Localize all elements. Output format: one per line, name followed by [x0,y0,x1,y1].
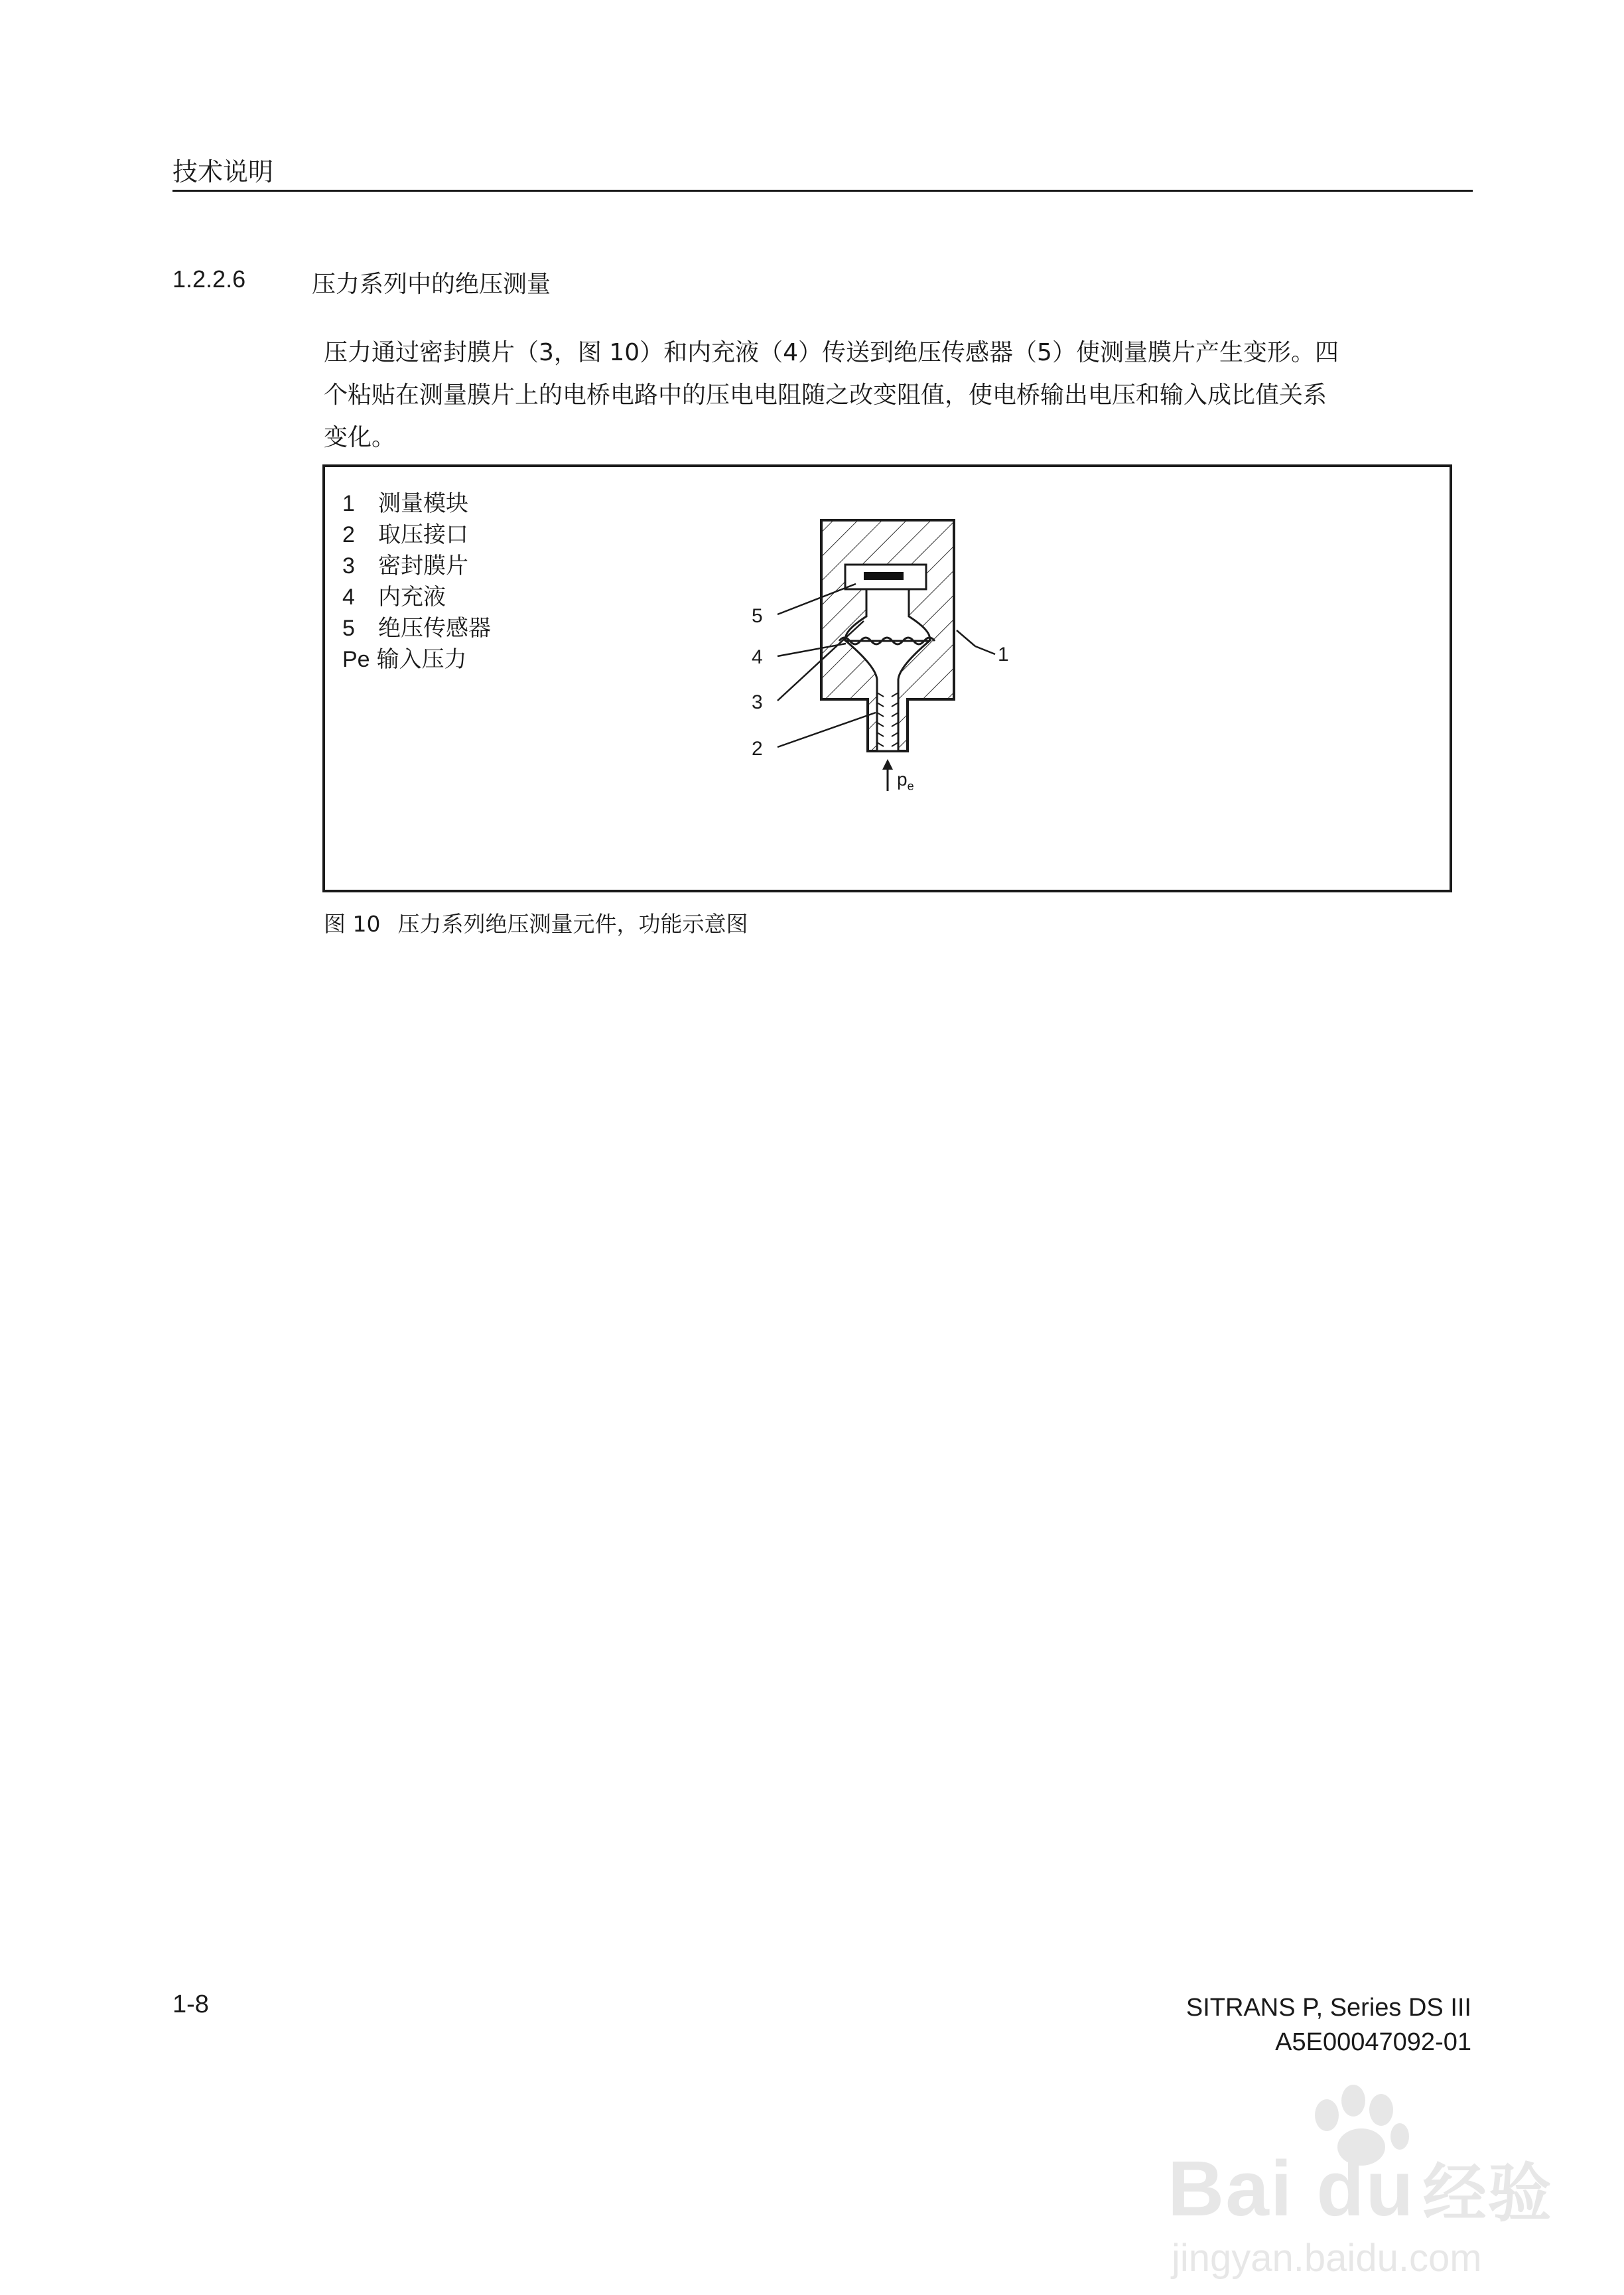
callout-4: 4 [752,646,763,668]
legend-number: 3 [342,553,355,579]
callout-3: 3 [752,691,763,713]
paragraph-line: 变化。 [324,424,396,451]
legend-number: 2 [342,522,355,547]
arrow-up-icon [882,759,893,770]
watermark-brand: Bai du 经验 [1168,2145,1553,2233]
legend-label: 绝压传感器 [378,615,491,642]
legend-label: 内充液 [378,584,446,610]
caption-text: 压力系列绝压测量元件，功能示意图 [397,911,748,937]
absolute-pressure-sensor [864,572,904,580]
legend-label: 输入压力 [376,646,467,673]
watermark-url: jingyan.baidu.com [1172,2237,1482,2280]
page-number: 1-8 [172,1990,209,2018]
legend-label: 测量模块 [378,490,468,517]
document-id: A5E00047092-01 [1275,2028,1471,2056]
paragraph-line: 压力通过密封膜片（3，图 10）和内充液（4）传送到绝压传感器（5）使测量膜片产生变形。四 [324,339,1339,366]
footer-product-info [1186,1990,1471,2059]
legend-number: 4 [342,585,355,610]
leader-line [975,646,995,654]
legend-label: 密封膜片 [378,553,468,579]
product-name: SITRANS P, Series DS III [1185,1994,1471,2022]
legend-number: Pe [342,647,370,672]
figure-frame [322,464,1452,892]
header-rule [172,190,1473,192]
legend-label: 取压接口 [378,522,468,548]
pressure-cell-diagram [325,467,1450,890]
section-title: 压力系列中的绝压测量 [312,271,551,298]
legend-number: 1 [342,491,355,516]
callout-1: 1 [998,644,1009,665]
callout-5: 5 [752,605,763,627]
caption-number: 图 10 [324,911,381,937]
legend-number: 5 [342,616,355,641]
paragraph-line: 个粘贴在测量膜片上的电桥电路中的压电电阻随之改变阻值，使电桥输出电压和输入成比值关系 [324,382,1327,409]
leader-line [778,713,876,747]
header-title: 技术说明 [172,157,274,186]
leader-line [957,630,975,646]
pressure-label: $p_e$ [897,769,914,793]
body-paragraph [324,332,1465,459]
callout-2: 2 [752,738,763,760]
section-number: 1.2.2.6 [172,265,246,293]
figure-caption [324,907,748,938]
watermark [1154,2070,1586,2289]
